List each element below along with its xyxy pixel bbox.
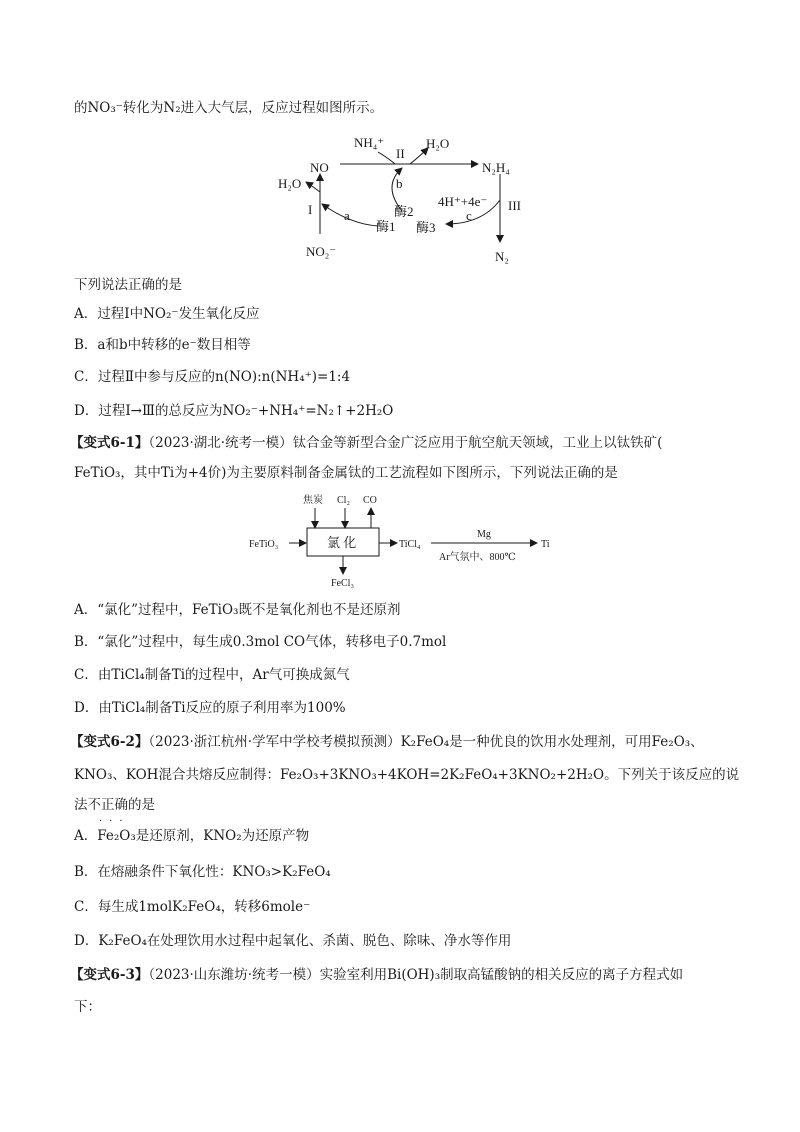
a-curve bbox=[322, 204, 378, 226]
step-i-label: I bbox=[308, 202, 313, 217]
cl2-label: Cl₂ bbox=[337, 495, 350, 506]
b-label: b bbox=[396, 176, 403, 191]
mg-label: Mg bbox=[477, 529, 491, 540]
variant-6-3-line1 bbox=[70, 965, 683, 985]
v62-option-c: C．每生成1molK₂FeO₄，转移6mole⁻ bbox=[74, 899, 311, 915]
a-label: a bbox=[344, 208, 350, 223]
ticl4-label: TiCl₄ bbox=[399, 539, 421, 550]
h2o-out-curve bbox=[410, 148, 428, 164]
variant-6-1-line2: FeTiO₃，其中Ti为+4价)为主要原料制备金属钛的工艺流程如下图所示，下列说法正确的是 bbox=[74, 465, 618, 481]
v61-option-a: A．“氯化”过程中，FeTiO₃既不是氧化剂也不是还原剂 bbox=[74, 602, 401, 618]
n2-label: N₂ bbox=[495, 249, 509, 264]
variant-6-3-line2: 下： bbox=[74, 999, 101, 1015]
co-label: CO bbox=[363, 495, 377, 506]
variant-6-1-tag: 【变式6-1】 bbox=[70, 435, 149, 451]
no-label: NO bbox=[310, 160, 329, 175]
h2o-left-curve bbox=[306, 182, 320, 192]
chlorination-box-label: 氯 化 bbox=[327, 535, 357, 550]
v61-option-b: B．“氯化”过程中，每生成0.3mol CO气体，转移电子0.7mol bbox=[74, 634, 447, 650]
intro-line: 的NO₃⁻转化为N₂进入大气层，反应过程如图所示。 bbox=[74, 100, 384, 116]
variant-6-1-text1: （2023·湖北·统考一模）钛合金等新型合金广泛应用于航空航天领域，工业上以钛铁矿( bbox=[148, 435, 663, 451]
variant-6-2-line1 bbox=[70, 732, 704, 752]
fecl3-label: FeCl₃ bbox=[331, 578, 354, 589]
variant-6-3-tag: 【变式6-3】 bbox=[70, 967, 149, 983]
variant-6-3-text1: （2023·山东潍坊·统考一模）实验室利用Bi(OH)₃制取高锰酸钠的相关反应的离子方程式如 bbox=[148, 967, 684, 983]
nh4-label: NH₄⁺ bbox=[354, 135, 385, 150]
c-label: c bbox=[466, 208, 472, 223]
variant-6-2-text1: （2023·浙江杭州·学军中学校考模拟预测）K₂FeO₄是一种优良的饮用水处理剂，可用Fe₂O₃、 bbox=[148, 734, 704, 750]
emphasis-dots: ··· bbox=[99, 816, 130, 827]
q1-stem: 下列说法正确的是 bbox=[74, 277, 182, 293]
titanium-process-flow bbox=[245, 490, 565, 590]
q1-option-b: B．a和b中转移的e⁻数目相等 bbox=[74, 337, 251, 353]
h2o-left-label: H₂O bbox=[278, 176, 302, 191]
step-iii-label: III bbox=[508, 198, 521, 213]
q1-option-d: D．过程Ⅰ→Ⅲ的总反应为NO₂⁻+NH₄⁺=N₂↑+2H₂O bbox=[74, 403, 394, 419]
no2-label: NO₂⁻ bbox=[306, 244, 337, 259]
variant-6-1-line1 bbox=[70, 433, 662, 453]
ti-label: Ti bbox=[541, 539, 550, 550]
hplus-label: 4H⁺+4e⁻ bbox=[438, 194, 488, 209]
v62-option-d: D．K₂FeO₄在处理饮用水过程中起氧化、杀菌、脱色、除味、净水等作用 bbox=[74, 933, 512, 949]
v61-option-c: C．由TiCl₄制备Ti的过程中，Ar气可换成氮气 bbox=[74, 667, 350, 683]
feed-label: FeTiO₃ bbox=[249, 539, 279, 550]
q1-option-a: A．过程Ⅰ中NO₂⁻发生氧化反应 bbox=[74, 306, 260, 322]
enzyme2-label: 酶2 bbox=[394, 204, 414, 219]
reaction-pathway-diagram bbox=[270, 126, 570, 266]
n2h4-label: N₂H₄ bbox=[482, 160, 510, 175]
v62-option-a: A．Fe₂O₃是还原剂，KNO₂为还原产物 bbox=[74, 828, 310, 844]
variant-6-2-tag: 【变式6-2】 bbox=[70, 734, 149, 750]
v62-option-b: B．在熔融条件下氧化性：KNO₃>K₂FeO₄ bbox=[74, 864, 331, 880]
enzyme3-label: 酶3 bbox=[416, 220, 436, 235]
q1-option-c: C．过程Ⅱ中参与反应的n(NO):n(NH₄⁺)=1:4 bbox=[74, 369, 351, 385]
enzyme1-label: 酶1 bbox=[376, 219, 396, 234]
nh4-in-curve bbox=[378, 152, 395, 164]
h2o-top-label: H₂O bbox=[426, 136, 450, 151]
coke-label: 焦炭 bbox=[303, 495, 323, 506]
variant-6-2-line2: KNO₃、KOH混合共熔反应制得：Fe₂O₃+3KNO₃+4KOH=2K₂FeO₄+3KNO₂+2H₂O。下列关于该反应的说 bbox=[74, 767, 740, 783]
step-ii-label: II bbox=[396, 146, 405, 161]
condition-label: Ar气氛中、800℃ bbox=[439, 552, 516, 563]
variant-6-2-line3: 法不正确的是 bbox=[74, 797, 155, 813]
v61-option-d: D．由TiCl₄制备Ti反应的原子利用率为100% bbox=[74, 700, 346, 716]
